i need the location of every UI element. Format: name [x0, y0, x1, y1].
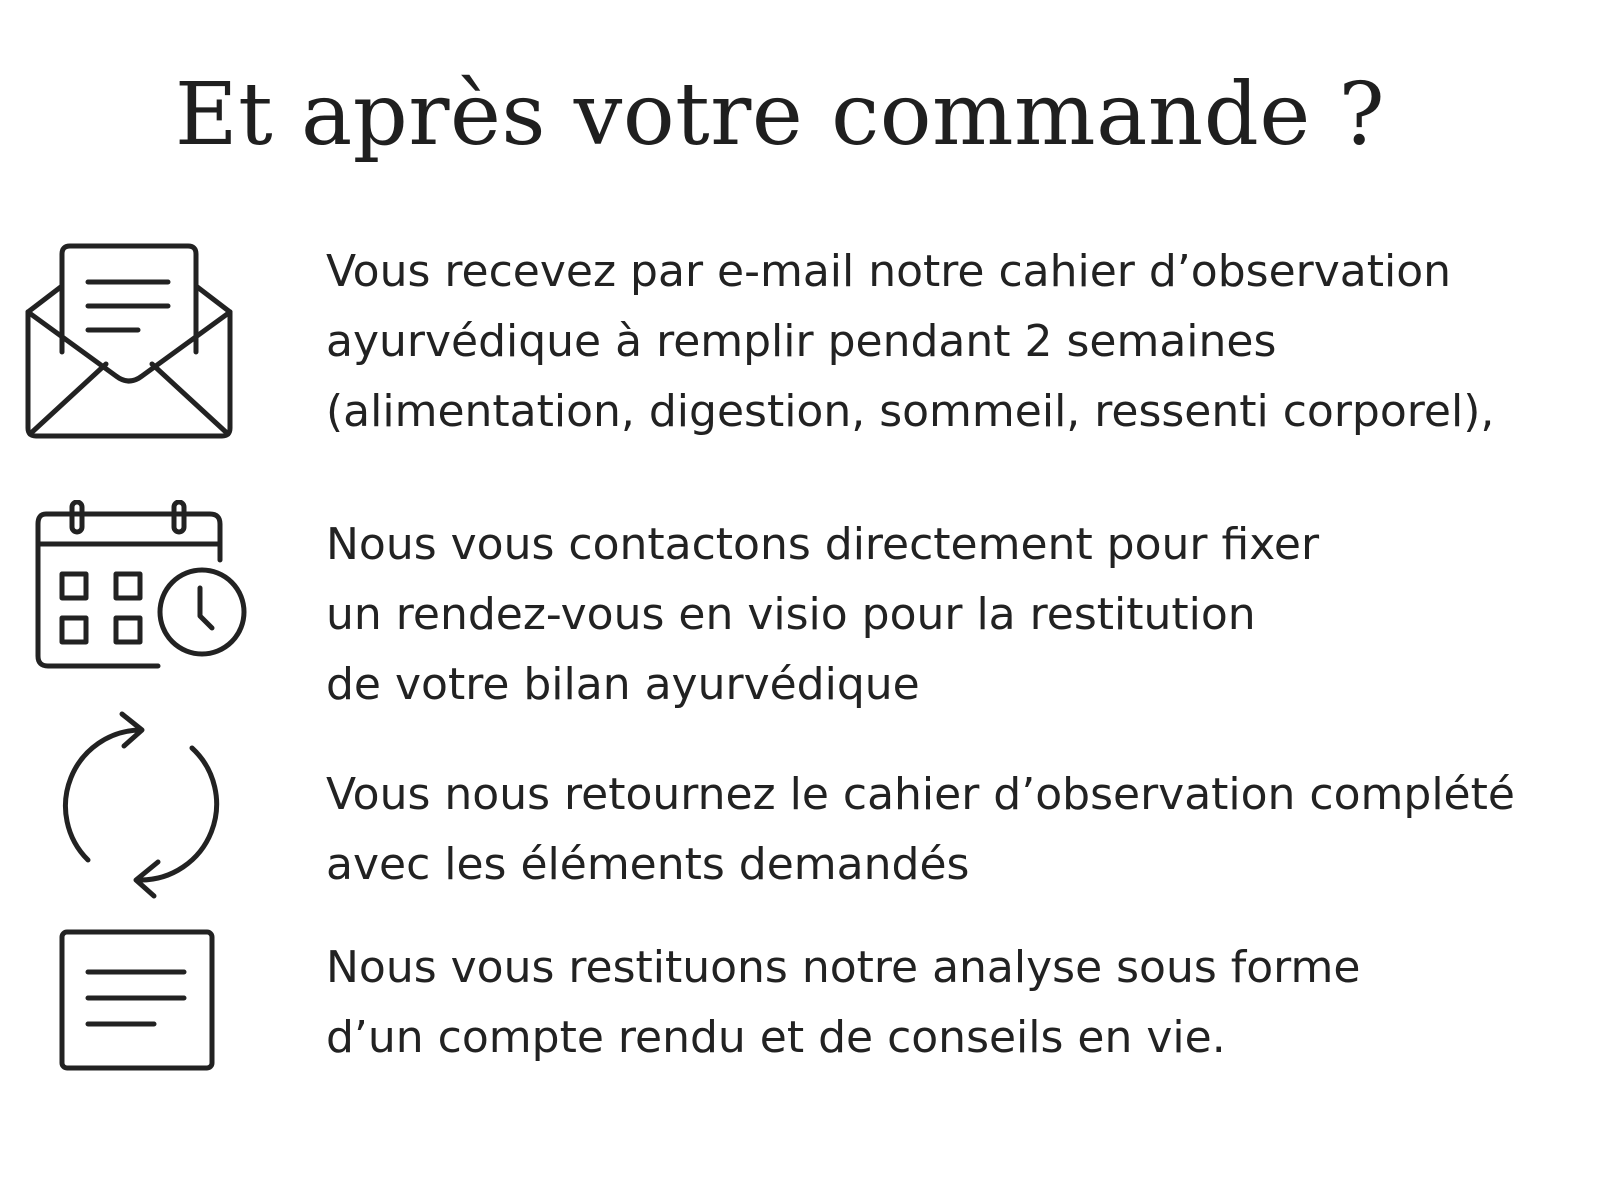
- step-2-text: [326, 510, 1576, 720]
- step-2-line-1: Nous vous contactons directement pour fixer: [326, 519, 1320, 570]
- envelope-letter-icon: [22, 240, 236, 446]
- step-1-line-3: (alimentation, digestion, sommeil, ressenti corporel),: [326, 386, 1495, 437]
- step-3-text: [326, 760, 1576, 900]
- step-3-line-2: avec les éléments demandés: [326, 839, 970, 890]
- step-2-line-3: de votre bilan ayurvédique: [326, 659, 920, 710]
- step-3-line-1: Vous nous retournez le cahier d’observation complété: [326, 769, 1515, 820]
- step-4-text: [326, 933, 1576, 1073]
- step-4-line-2: d’un compte rendu et de conseils en vie.: [326, 1012, 1226, 1063]
- step-1-line-2: ayurvédique à remplir pendant 2 semaines: [326, 316, 1277, 367]
- step-1-text: [326, 237, 1576, 447]
- step-4-line-1: Nous vous restituons notre analyse sous forme: [326, 942, 1361, 993]
- calendar-clock-icon: [34, 500, 250, 680]
- refresh-arrows-icon: [50, 710, 230, 906]
- step-1-line-1: Vous recevez par e-mail notre cahier d’observation: [326, 246, 1452, 297]
- document-icon: [58, 928, 218, 1074]
- step-2-line-2: un rendez-vous en visio pour la restitution: [326, 589, 1256, 640]
- page-title: Et après votre commande ?: [174, 65, 1386, 165]
